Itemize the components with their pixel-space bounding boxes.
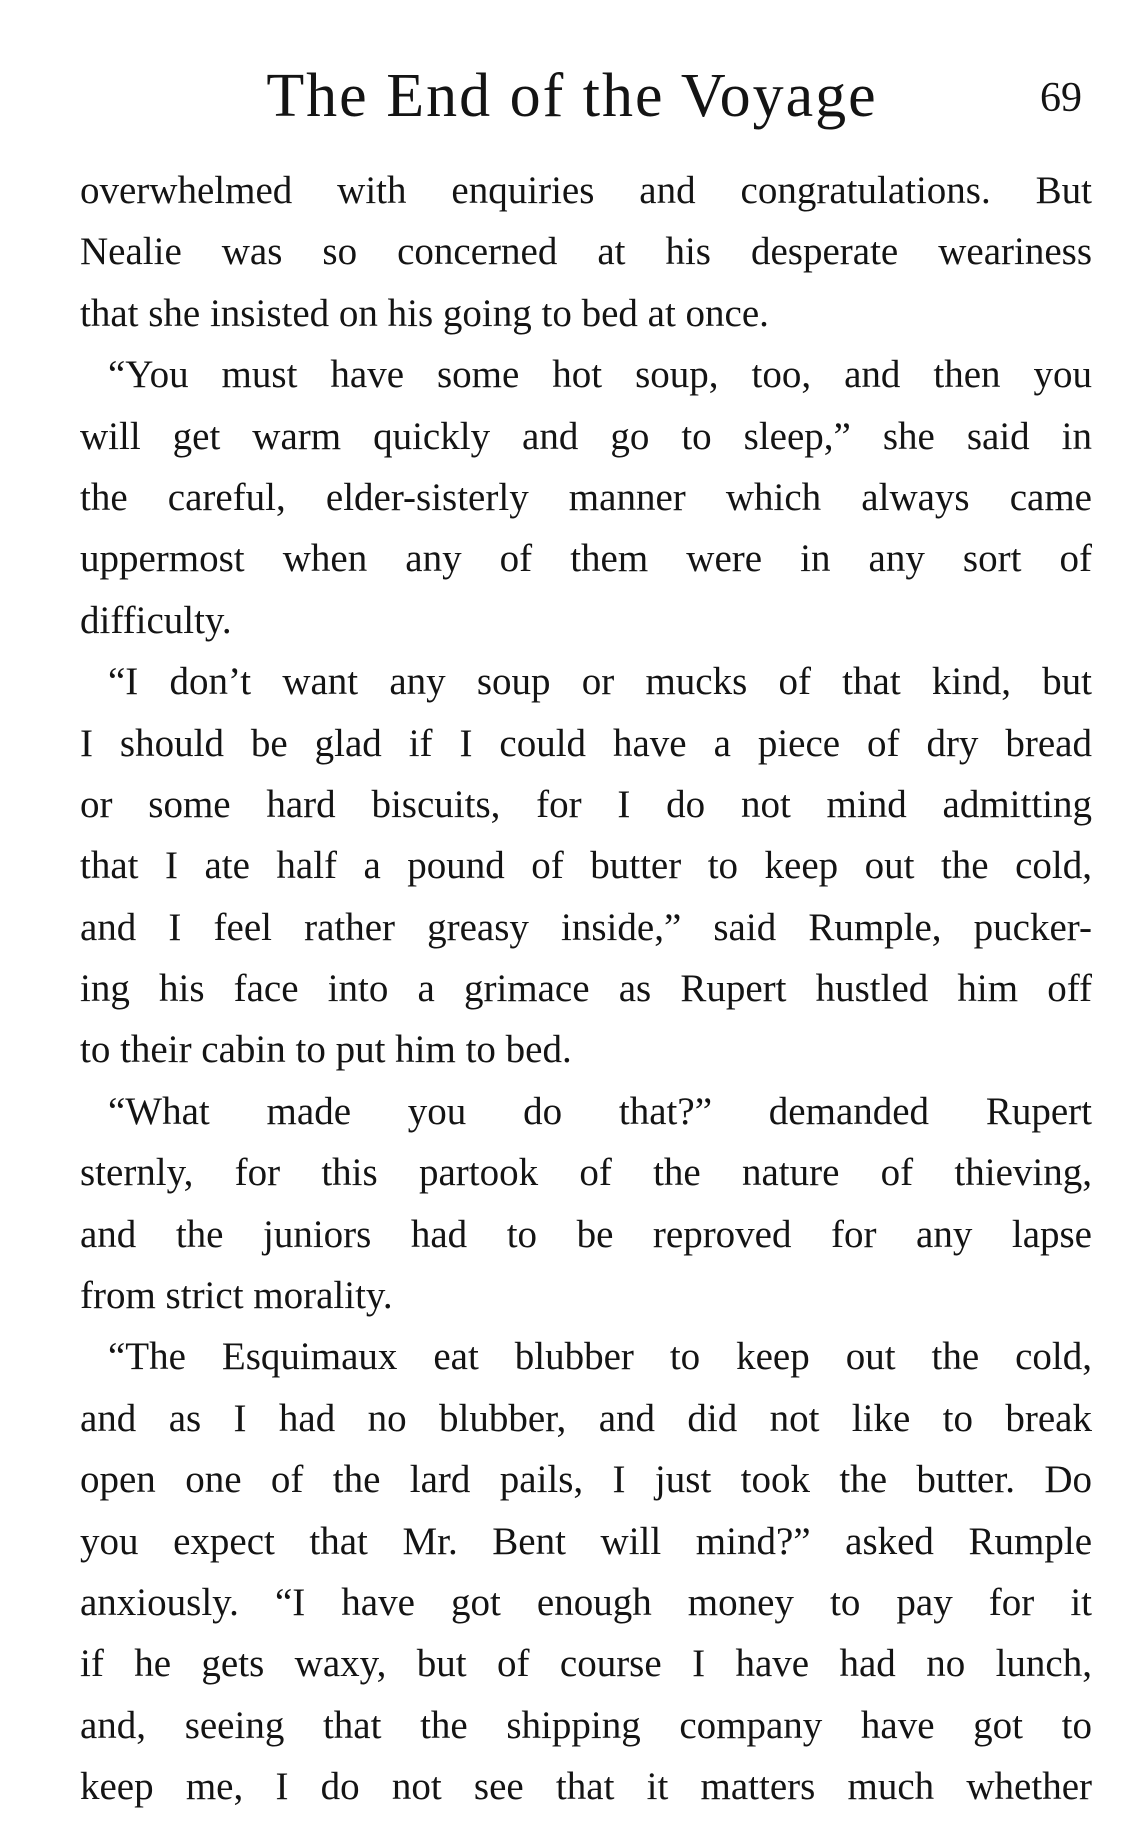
text-line: “You must have some hot soup, too, and then you (108, 353, 1092, 397)
chapter-title: The End of the Voyage (266, 62, 878, 130)
text-line: sternly, for this partook of the nature of thieving, (80, 1151, 1092, 1195)
text-line: Nealie was so concerned at his desperate weariness (80, 230, 1092, 274)
text-line: difficulty. (80, 598, 232, 642)
text-line: and as I had no blubber, and did not like to break (80, 1396, 1092, 1440)
text-line: you expect that Mr. Bent will mind?” asked Rumple (80, 1519, 1092, 1563)
text-line: to their cabin to put him to bed. (80, 1028, 572, 1072)
page-number: 69 (1040, 75, 1082, 121)
text-line: and, seeing that the shipping company have got to (80, 1703, 1092, 1747)
text-line: uppermost when any of them were in any sort of (80, 537, 1092, 581)
text-line: from strict morality. (80, 1274, 393, 1318)
text-line: ing his face into a grimace as Rupert hustled him off (80, 967, 1092, 1011)
text-line: keep me, I do not see that it matters much whether (80, 1765, 1092, 1809)
text-line: and I feel rather greasy inside,” said Rumple, pucker- (80, 905, 1092, 949)
text-line: “I don’t want any soup or mucks of that kind, but (108, 660, 1092, 704)
text-line: anxiously. “I have got enough money to pay for it (80, 1580, 1092, 1624)
text-line: “What made you do that?” demanded Rupert (108, 1089, 1092, 1133)
text-line: will get warm quickly and go to sleep,” she said in (80, 414, 1092, 458)
text-line: that I ate half a pound of butter to keep out the cold, (80, 844, 1092, 888)
body-text (80, 160, 1092, 1818)
running-head (0, 48, 1144, 138)
text-line: that she insisted on his going to bed at once. (80, 291, 769, 335)
text-line: the careful, elder-sisterly manner which always came (80, 475, 1092, 519)
text-line: open one of the lard pails, I just took the butter. Do (80, 1458, 1092, 1502)
text-line: overwhelmed with enquiries and congratulations. But (80, 169, 1092, 212)
text-line: or some hard biscuits, for I do not mind admitting (80, 782, 1092, 826)
text-line: “The Esquimaux eat blubber to keep out the cold, (108, 1335, 1092, 1379)
text-line: I should be glad if I could have a piece of dry bread (80, 721, 1092, 765)
text-line: and the juniors had to be reproved for any lapse (80, 1212, 1092, 1256)
text-line: if he gets waxy, but of course I have had no lunch, (80, 1642, 1092, 1686)
